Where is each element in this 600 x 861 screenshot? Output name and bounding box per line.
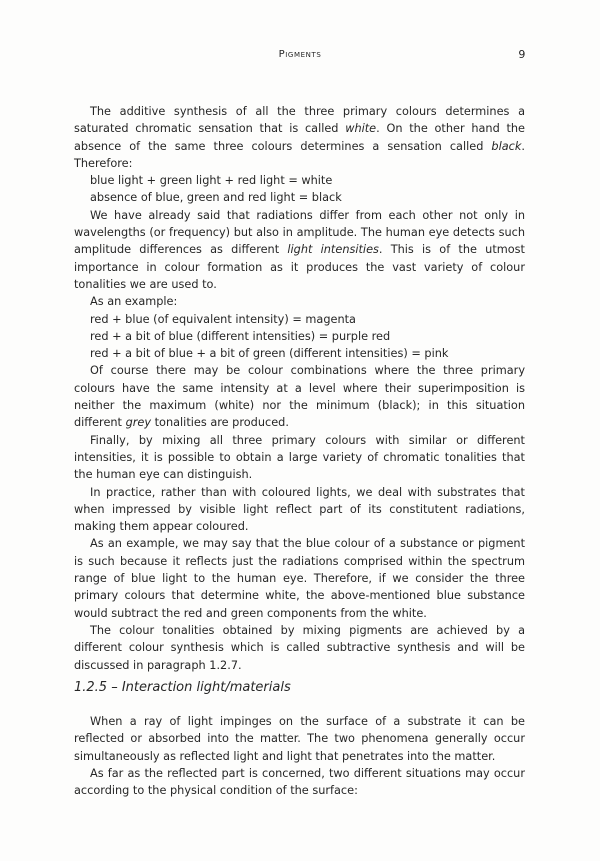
paragraph-reflected-part: As far as the reflected part is concerned, two different situations may occur according to the physical condition of the surface: — [74, 766, 525, 798]
italic-term-white: white — [345, 122, 377, 136]
paragraph-additive-synthesis — [74, 103, 525, 172]
italic-term-black: black — [491, 139, 522, 153]
paragraph-subtractive-synthesis: The colour tonalities obtained by mixing pigments are achieved by a different colour synthesis which is called subtractive synthesis and will be discussed in paragraph 1.2.7. — [74, 623, 525, 672]
paragraph-light-intensities — [74, 207, 525, 293]
running-head — [0, 49, 600, 65]
formula-pink: red + a bit of blue + a bit of green (different intensities) = pink — [90, 347, 449, 361]
formula-purple-red: red + a bit of blue (different intensities) = purple red — [90, 329, 391, 343]
paragraph-substrates: In practice, rather than with coloured lights, we deal with substrates that when impressed by visible light reflect part of its constitutent radiations, making them appear coloured. — [74, 485, 525, 534]
paragraph-ray-of-light: When a ray of light impinges on the surface of a substrate it can be reflected or absorbed into the matter. The two phenomena generally occur simultaneously as reflected light and light that penetrates into the matter. — [74, 715, 525, 763]
example-label: As an example: — [90, 295, 178, 309]
paragraph-blue-example: As an example, we may say that the blue colour of a substance or pigment is such because it reflects just the radiations comprised within the spectrum range of blue light to the human eye. Therefore, if we consider the three primary colours that determine white, the above-mentioned blue substance would subtract the red and green components from the white. — [74, 537, 525, 620]
paragraph-grey-tonalities — [74, 362, 525, 431]
text-run: . This is of the utmost importance in colour formation as it produces the vast variety of colour tonalities we are used to. — [74, 243, 525, 291]
paragraph-mixing: Finally, by mixing all three primary colours with similar or different intensities, it is possible to obtain a large variety of chromatic tonalities that the human eye can distinguish. — [74, 433, 525, 482]
page-number: 9 — [518, 48, 526, 61]
text-run: . On the other hand the absence of the same three colours determines a sensation called — [74, 122, 526, 153]
running-title: Pigments — [278, 49, 322, 60]
text-run: The additive synthesis of all the three primary colours determines a saturated chromatic sensation that is called — [74, 105, 525, 136]
text-run: Of course there may be colour combinations where the three primary colours have the same intensity at a level where their superimposition is neither the maximum (white) nor the minimum (black); in this situation different — [74, 364, 525, 430]
text-run: We have already said that radiations differ from each other not only in wavelengths (or frequency) but also in amplitude. The human eye detects such amplitude differences as different — [74, 208, 525, 257]
body-text — [74, 103, 525, 674]
formula-black: absence of blue, green and red light = black — [90, 191, 342, 205]
formula-magenta: red + blue (of equivalent intensity) = magenta — [90, 312, 356, 326]
italic-term-grey: grey — [125, 416, 152, 430]
italic-term-light-intensities: light intensities — [287, 243, 379, 257]
section-heading: 1.2.5 – Interaction light/materials — [74, 680, 291, 695]
text-run: tonalities are produced. — [151, 416, 289, 430]
text-run: . Therefore: — [74, 139, 525, 170]
formula-white: blue light + green light + red light = white — [90, 174, 333, 188]
section-body — [74, 713, 525, 799]
